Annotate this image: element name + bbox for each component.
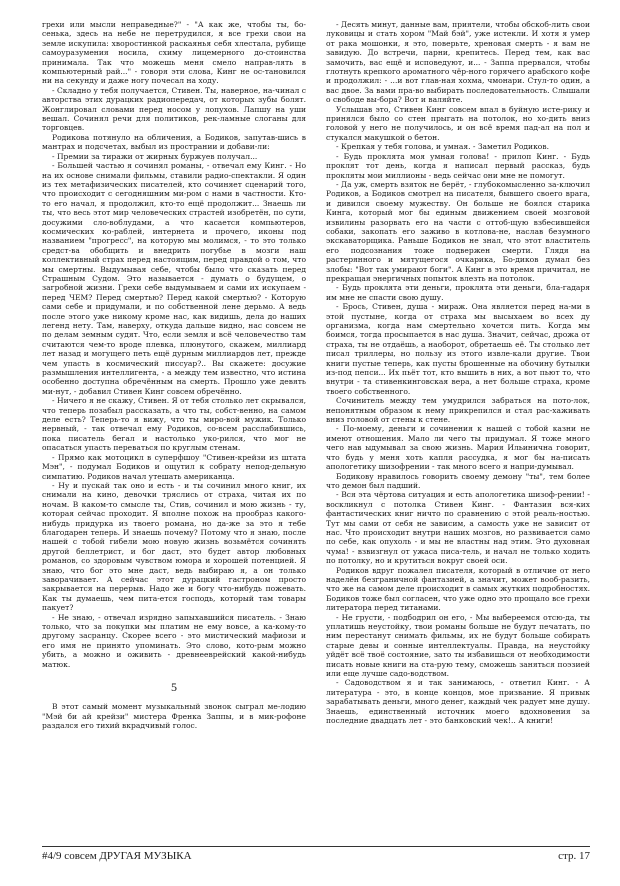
magazine-page [42, 20, 590, 858]
paragraph: - Премии за тиражи от жирных буржуев получал... [52, 151, 258, 161]
paragraph: - Вся эта чёртова ситуация и есть апологетика шизоф-рении! - воскликнул с потолка Стивен Кинг. - Фантазия вся-ких фантастических книг ничто по сравнению с этой реаль-ностью. Тут мы сами от себя не зависим, а самость уже не зависит от нас. Что происходит внутри наших мозгов, но развивается само по себе, как опухоль - и мы не властны над этим. Это духовная чума! - взвизгнул от ужаса писа-тель, и начал не только ходить по потолку, но и крутиться вокруг своей оси. [326, 490, 590, 566]
paragraph: - Ну и пускай так оно и есть - и ты сочинил много книг, их снимали на кино, девочки тряслись от страха, читая их по ночам. В каком-то смысле ты, Стив, сочинил и мою жизнь - ту, которая сейчас проходит. Я вполне похож на прообраз какого-нибудь придурка из твоего романа, но да-же за это я тебе благодарен теперь. И знаешь почему? Потому что я знаю, после нашей с тобой гибели мою новую жизнь возьмётся сочинять другой беллетрист, и бог даст, это будет автор любовных романов, со здоровым чувством юмора и хорошей потенцией. Я знаю, что бог это мне даст, ведь выбираю я, а он только заворачивает. А сейчас этот дурацкий гастроном просто закрывается на перерыв. Надо же и богу что-нибудь пожевать. Как ты думаешь, чем пита-ется господь, который там товары пакует? [42, 480, 306, 613]
paragraph: Бодикову нравилось говорить своему демону "ты", тем более что демон был падший. [326, 471, 590, 490]
paragraph: - Брось, Стивен, душа - мираж. Она является перед на-ми в этой пустыне, когда от страха мы высыхаем во всех ду организма, когда нам смертельно хочется пить. Когда мы боимся, тогда просыпается в нас душа. Значит, сейчас, дрожа от страха, ты не отдаёшь, а наоборот, обретаешь её. Ты столько лет писал триллеры, но пользу из этого извле-кали другие. Твои книги пустые теперь, как пусты брошенные на обочину бутылки из-под пепси... Их пьёт тот, кто вышить в них, а вот пьют то, что внутри - та стивенкинговская вера, а нет больше страха, кроме твоего собственного. [326, 302, 590, 396]
paragraph: Родиков вдруг пожалел писателя, который в отличие от него наделён безграничной фантазией, а значит, может вооб-разить, что же на самом деле происходит в самых жутких подробностях. Бодиков тоже был согласен, что уже одно это прощало все грехи литератора перед титанами. [326, 565, 590, 613]
paragraph: Услышав это, Стивен Кинг совсем впал в буйную исте-рику и принялся было со стен прыгать на потолок, но хо-дить вниз головой у него не получилось, и он всё время пад-ал на пол и стукался макушкой о бетон. [326, 104, 590, 142]
paragraph: - Ничего я не скажу, Стивен. Я от тебя столько лет скрывался, что теперь позабыл рассказать, а что ты, собст-венно, на самом деле есть? Теперь-то я вижу, что ты миро-вой мужик. Только нервный, - так отвечал ему Родиков, со-всем расслабившись, пока писатель бегал и настолько уко-рился, что мог не опасаться упасть переваться по круглым стенам. [42, 396, 306, 453]
paragraph: Родикова потянуло на обличения, а Бодиков, запутав-шись в мантрах и подсчетах, выбыл из пространии и добави-ли: [42, 132, 306, 152]
footer-magazine-issue: #4/9 совсем ДРУГАЯ МУЗЫКА [42, 850, 192, 862]
page-footer [42, 846, 590, 862]
paragraph: - Да уж, смерть взяток не берёт, - глубокомысленно за-ключил Родиков, а Бодиков смотрел на писателя, бывшего своего врага, и дивился своему мужеству. Он больше не боялся старика Кинга, который мог бы единым движением своей мозговой извилины разорвать его на части с оттоб-щую взбесившейся собаки, закопать его заживо в котлова-не, наслав безумного экскаваторщика. Раньше Бодиков не знал, что этот властитель его подсознания тоже подвержен смерти. Глядя на растерянного и мятущегося очкарика, Бо-диков думал без злобы: "Вот так умирают боги". А Кинг в это время причитал, не прекращая энергичных попыток влезть на потолок. [326, 179, 590, 283]
paragraph: - Десять минут, данные вам, приятели, чтобы обскоб-лить свои луковицы и стать хором "Май бэй", уже истекли. И хотя я умер от рака мошонки, я это, поверьте, хреновая смерть - я вам не завидую. До встречи, парни, крепитесь. Перед тем, как вас замочить, вас ещё и исповедуют, и... - Заппа прервался, чтобы глотнуть крепкого ароматного чёр-ного горячего арабского кофе и продолжил: - ...и вот глав-ная хохма, чмонари. Стул-то один, а вас двое. За вами пра-во выбирать последовательность. Слышали о свободе вы-бора? Вот и валяйте. [326, 20, 590, 105]
text-columns [42, 20, 590, 731]
paragraph: - Будь проклята моя умная голова! - прилоп Кинг. - Будь проклят тот день, когда я написал первый рассказ, будь прокляты мои миллионы - ведь сейчас они мне не помогут. [326, 151, 590, 180]
section-number: 5 [171, 680, 177, 695]
paragraph: - Складно у тебя получается, Стивен. Ты, наверное, на-чинал с авторства этих дурацких радиопередач, от которых зубы болят. Жонглировал словами перед носом у лопухов. Лапшу на уши вешал. Сочинял речи для политиков, рек-ламные слоганы для торговцев. [42, 85, 306, 133]
right-column [326, 20, 590, 731]
paragraph: В этот самый момент музыкальный звонок сыграл ме-лодию "Мэй би ай крейзи" мистера Френка Заппы, и в мик-рофоне раздался его тихий вкрадчивый голос. [42, 702, 306, 731]
paragraph: - Не грусти, - подбодрил он его, - Мы выбереемся отсю-да, ты уплатишь неустойку, твои романы больше не будут печатать, по ним перестанут снимать фильмы, их не будут больше собирать старые девы и сонные интеллектуалы. Правда, на неустойку уйдёт всё твоё состояние, зато ты избавишься от необходимости писать новые книги на ста-рую тему, сможешь заняться поэзией или еще лучше садо-водством. [326, 612, 590, 679]
left-column [42, 20, 306, 731]
paragraph: - Садоводством я и так занимаюсь, - ответил Кинг. - А литература - это, в конце концов, мое призвание. Я привык зарабатывать деньги, много денег, каждый чек радует мне душу. Знаешь, единственный источник моего вдохновения за последние двадцать лет - это банковский чек!.. А книги! [326, 678, 590, 726]
paragraph: грехи или мысли неправедные?" - "А как же, чтобы ты, бо-сенька, здесь на небе не перетрудился, я все грехи свои на земле искупила: хворостинкой раскаянья себя хлестала, рубище самоуразумения носила, схиму лицемерного до-стоинства принимала. Так что можешь меня смело направ-лять в компьютерный рай..." - говоря эти слова, Кинг не ос-тановился ни на секунду и даже ногу почесал на ходу. [42, 20, 306, 86]
paragraph: - Большей частью я сочинял романы, - отвечал ему Кинг. - Но на их основе снимали фильмы, ставили радио-спектакли. Я один из тех метафизических писателей, кто сочиняет сценарий того, что происходит с сегодняшним ми-ром с нами в частности. Кто-то его начал, я продолжил, кто-то ещё продолжит... Знаешь ли ты, что весь этот мир человеческих страстей изобретён, по сути, досужими сло-воблудами, а что касается компьютеров, космических ко-раблей, интернета и прочего, иконы под названием "прогресс", на которую мы молимся, - то это только средст-ва обобщить и внедрить погубье в мозги наш коллективный страх перед настоящим, перед правдой о том, что мы смертны. Выдумывая себе, чтобы было что сказать перед Страшным Судом. Это называется - думать о будущем, о загробной жизни. Грехи себе выдумываем и сами их искупаем - перед ЧЕМ? Перед смертью? Перед какой смертью? - Которую сами себе и придумали, и по собственной лене дерьмо. А ведь после этого уже никому кроме нас, как видишь, дела до наших легенд нету. Там, наверху, откуда дальше видно, нас совсем не по делам земным судят. Что, если земля и всё человечество там считаются чем-то вроде плевка, плюнутого, скажем, миллиард лет назад и могущего петь ещё дурным миллиардов лет, прежде чем упасть в космический писсуар?.. Вы скажете: досужие размышления интеллигента, - а между тем известно, что истина особенно доступна обречённым на смерть. Прошло уже девять ми-нут, - добавил Стивен Кинг совсем обречённо. [42, 161, 306, 396]
footer-page-number: стр. 17 [558, 850, 590, 862]
paragraph: - Прямо как мотоцикл в суперфшоу "Стивен-крейзи из штата Мэн", - подумал Бодиков и ощутил к собрату непод-дельную симпатию. Родиков начал утешать американца. [42, 452, 306, 481]
paragraph: Сочинитель между тем умудрился забраться на пото-лок, непонятным образом к нему прикрепился и стал рас-хаживать вниз головой от стены к стене. [326, 396, 590, 425]
paragraph: - Не знаю, - отвечал изрядно запыхавшийся писатель. - Знаю только, что за покупки мы платим не ему вовсе, а ка-кому-то другому засранцу. Скорее всего - это мистический мафиози и его имя не принято упоминать. Это слово, кото-рым можно убить, а можно и оживить - древнееврейский какой-нибудь матюк. [42, 612, 306, 669]
paragraph: - По-моему, деньги и сочинения к нашей с тобой казни не имеют отношения. Мало ли чего ты придумал. Я тоже много чего нав ыдумывал за свою жизнь. Мария Ильинична говорит, что будь у меня хоть капля рассудка, я мог бы на-писать апологетику шизофрении - так много всего я напри-думывал. [326, 424, 590, 472]
paragraph: - Крепкая у тебя голова, и умная. - Заметил Родиков. [336, 142, 549, 152]
paragraph: - Будь проклята эти деньги, проклята эти деньги, бла-гадаря им мне не спасти свою душу. [326, 283, 590, 302]
